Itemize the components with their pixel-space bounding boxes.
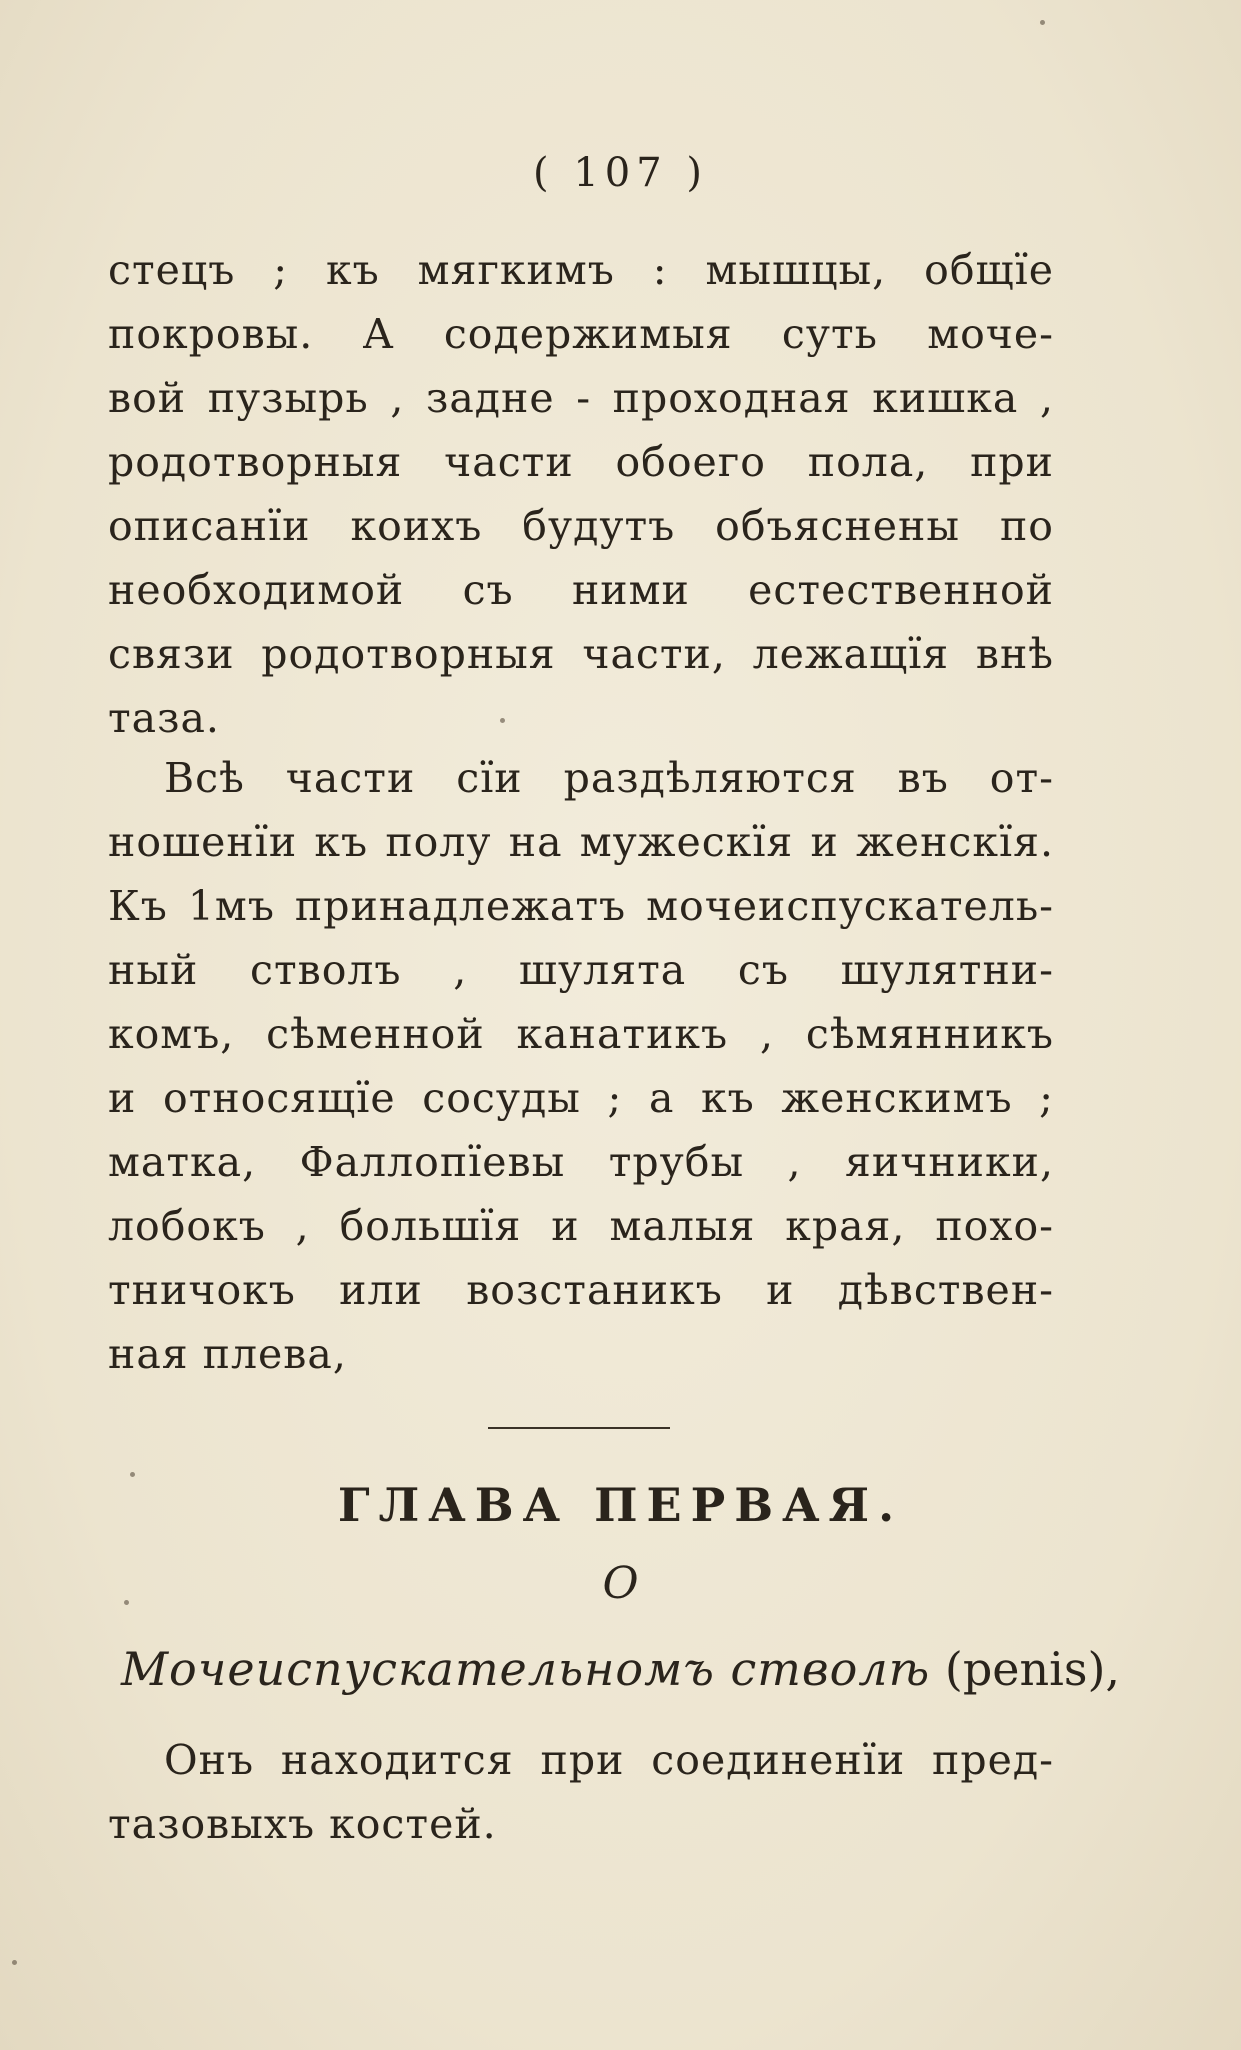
text-line: лобокъ , большїя и малыя края, похо- [108, 1202, 1054, 1250]
paragraph-parts-division [108, 746, 1054, 1386]
chapter-preposition: О [602, 1558, 639, 1609]
text-line: покровы. А содержимыя суть моче- [108, 310, 1054, 358]
paper-speck [130, 1472, 135, 1477]
paper-speck [500, 718, 505, 723]
page-number: ( 107 ) [533, 150, 708, 196]
text-line: тничокъ или возстаникъ и дѣвствен- [108, 1266, 1054, 1314]
paragraph-continuation [108, 238, 1054, 750]
text-line: ношенїи къ полу на мужескїя и женскїя. [108, 818, 1054, 866]
text-line: связи родотворныя части, лежащїя внѣ [108, 630, 1054, 678]
text-line: матка, Фаллопїевы трубы , яичники, [108, 1138, 1054, 1186]
chapter-title-latin: (penis), [944, 1642, 1121, 1696]
text-line: стецъ ; къ мягкимъ : мышцы, общїе [108, 246, 1054, 294]
paper-speck [1040, 20, 1045, 25]
chapter-title [0, 1642, 1241, 1696]
paper-speck [12, 1960, 17, 1965]
section-divider [488, 1427, 670, 1429]
paragraph-penis-location [108, 1728, 1054, 1856]
text-line: Всѣ части сїи раздѣляются въ от- [164, 754, 1054, 802]
text-line: вой пузырь , задне - проходная кишка , [108, 374, 1054, 422]
text-line: описанїи коихъ будутъ объяснены по [108, 502, 1054, 550]
text-line: и относящїе сосуды ; а къ женскимъ ; [108, 1074, 1054, 1122]
text-line: комъ, сѣменной канатикъ , сѣмянникъ [108, 1010, 1054, 1058]
text-line: Къ 1мъ принадлежатъ мочеиспускатель- [108, 882, 1054, 930]
chapter-heading: ГЛАВА ПЕРВАЯ. [337, 1478, 904, 1532]
chapter-title-italic: Мочеиспускательномъ стволѣ [120, 1642, 931, 1696]
text-line: родотворныя части обоего пола, при [108, 438, 1054, 486]
text-line: таза. [108, 694, 220, 742]
text-line: Онъ находится при соединенїи пред- [164, 1736, 1054, 1784]
text-line: необходимой съ ними естественной [108, 566, 1054, 614]
text-line: ный стволъ , шулята съ шулятни- [108, 946, 1054, 994]
paper-speck [124, 1600, 129, 1605]
text-line: ная плева, [108, 1330, 347, 1378]
text-line: тазовыхъ костей. [108, 1800, 497, 1848]
